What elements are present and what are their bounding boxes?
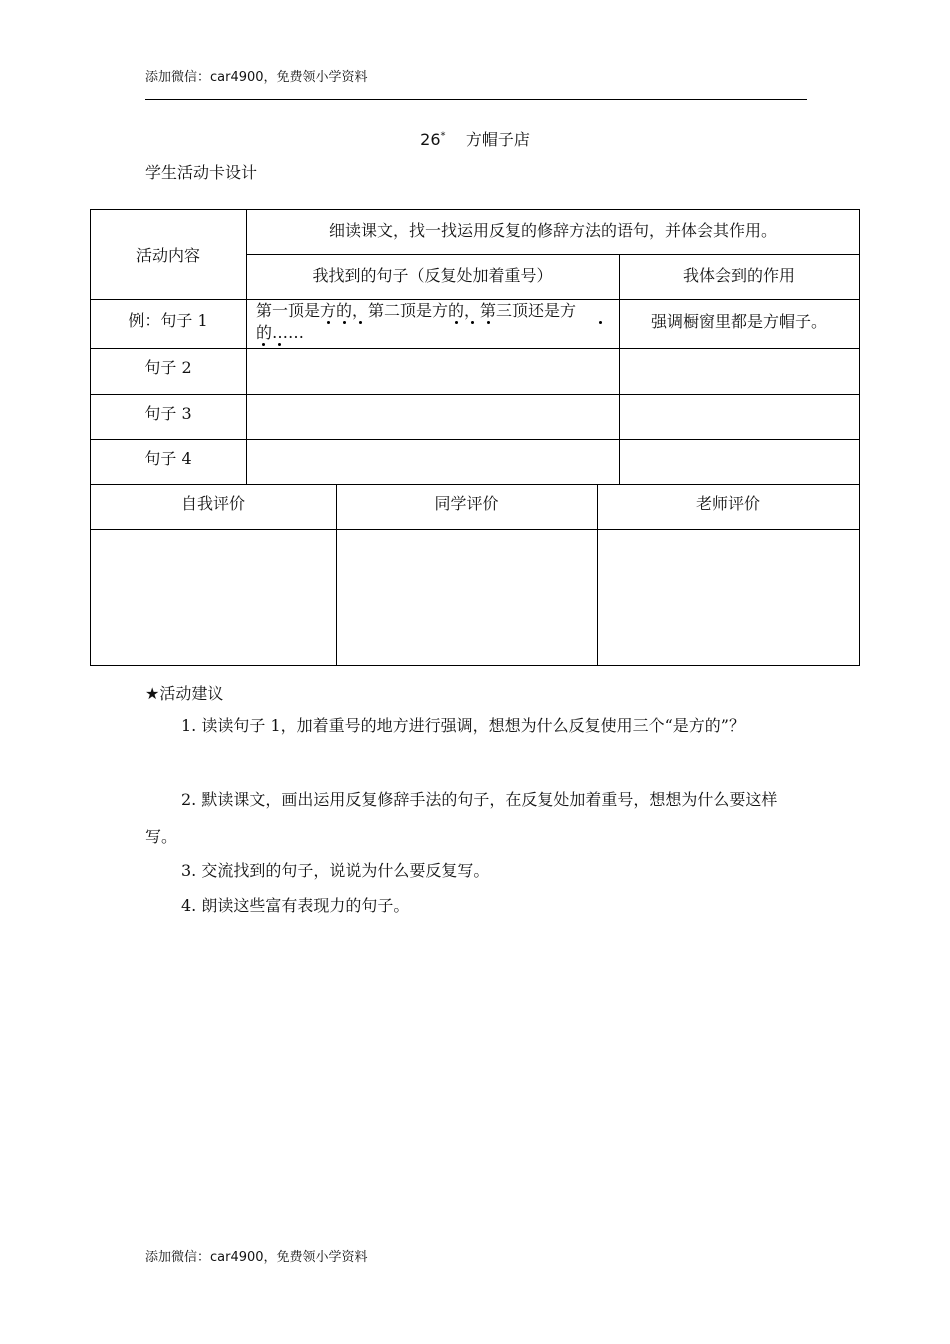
suggestion-item: 4. 朗读这些富有表现力的句子。	[181, 896, 410, 915]
table-line	[859, 209, 860, 665]
col-found-header: 我找到的句子（反复处加着重号）	[312, 265, 553, 285]
header-divider	[145, 99, 807, 100]
self-evaluation-header: 自我评价	[180, 493, 245, 513]
emphasis-dot	[455, 321, 458, 324]
row-label-4: 句子 4	[144, 448, 192, 468]
example-sentence: 第一顶是方的，第二顶是方的，第三顶还是方的……	[256, 301, 577, 342]
card-subtitle: 学生活动卡设计	[145, 163, 258, 182]
emphasis-dot	[262, 343, 265, 346]
suggestion-item: 3. 交流找到的句子，说说为什么要反复写。	[181, 861, 490, 880]
row-label-1: 例：句子 1	[128, 310, 208, 330]
emphasis-dot	[599, 321, 602, 324]
table-line	[90, 665, 860, 666]
emphasis-dot	[359, 321, 362, 324]
header-note: 添加微信：car4900，免费领小学资料	[145, 70, 368, 85]
row-label-3: 句子 3	[144, 403, 192, 423]
example-effect: 强调橱窗里都是方帽子。	[650, 311, 827, 331]
emphasis-dot	[278, 343, 281, 346]
activity-content-label: 活动内容	[135, 245, 200, 265]
row-effect-2[interactable]	[619, 348, 859, 394]
emphasis-dot	[327, 321, 330, 324]
row-effect-4[interactable]	[619, 439, 859, 484]
lesson-name: 方帽子店	[465, 130, 530, 149]
peer-evaluation-header: 同学评价	[434, 493, 499, 513]
emphasis-dot	[471, 321, 474, 324]
emphasis-dot	[343, 321, 346, 324]
lesson-title	[0, 127, 950, 150]
self-evaluation-box[interactable]	[90, 529, 336, 665]
teacher-evaluation-box[interactable]	[597, 529, 859, 665]
activity-instruction: 细读课文，找一找运用反复的修辞方法的语句，并体会其作用。	[328, 220, 777, 240]
lesson-mark: *	[440, 130, 446, 142]
row-label-2: 句子 2	[144, 357, 192, 377]
footer-note: 添加微信：car4900，免费领小学资料	[145, 1250, 368, 1265]
peer-evaluation-box[interactable]	[336, 529, 597, 665]
suggestions-title: ★活动建议	[145, 684, 224, 703]
row-sentence-4[interactable]	[246, 439, 619, 484]
emphasis-dot	[487, 321, 490, 324]
row-effect-3[interactable]	[619, 394, 859, 439]
suggestion-item: 1. 读读句子 1，加着重号的地方进行强调，想想为什么反复使用三个“是方的”？	[181, 716, 745, 735]
lesson-number: 26	[420, 130, 441, 149]
row-sentence-2[interactable]	[246, 348, 619, 394]
teacher-evaluation-header: 老师评价	[695, 493, 760, 513]
row-sentence-3[interactable]	[246, 394, 619, 439]
col-effect-header: 我体会到的作用	[682, 265, 795, 285]
suggestion-item: 2. 默读课文，画出运用反复修辞手法的句子，在反复处加着重号，想想为什么要这样写。	[145, 790, 778, 846]
